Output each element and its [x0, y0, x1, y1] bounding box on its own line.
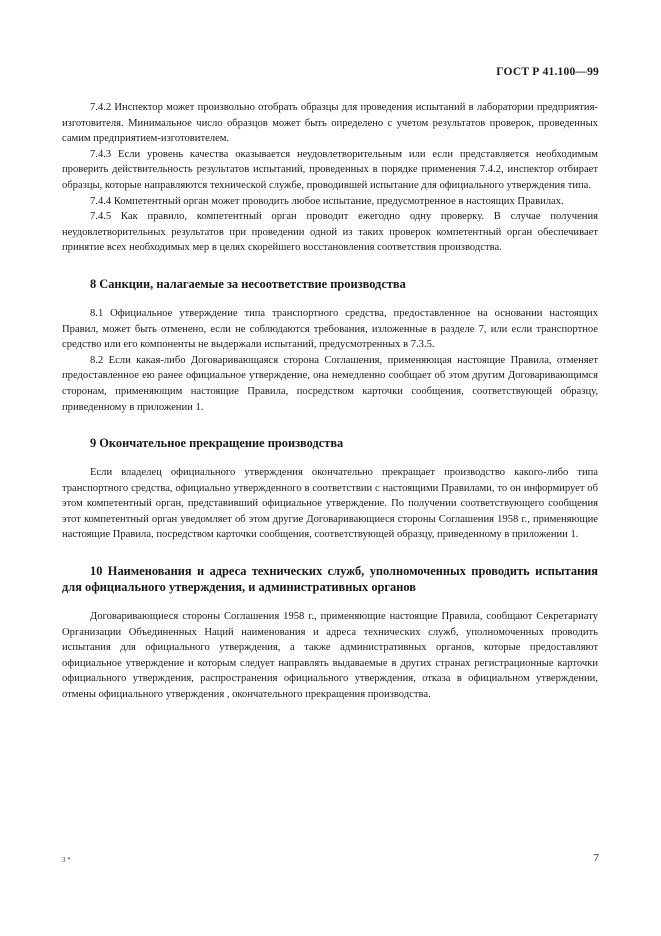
section-9-heading: 9 Окончательное прекращение производства — [90, 436, 344, 451]
document-body — [62, 100, 598, 703]
section-8-heading: 8 Санкции, налагаемые за несоответствие производства — [90, 276, 406, 291]
document-code: ГОСТ Р 41.100—99 — [496, 66, 599, 78]
paragraph-7-4-2: 7.4.2 Инспектор может произвольно отобрать образцы для проведения испытаний в лаборатории предприятия-изготовителя. Минимальное число образцов может быть определено с учетом результатов проверок, проведенных самим предприятием-изготовителем. — [62, 102, 598, 145]
paragraph-7-4-3: 7.4.3 Если уровень качества оказывается неудовлетворительным или если представляется необходимым проверить действительность результатов испытаний, проведенных в порядке применения 7.4.2, инспектор отбирает образцы, которые направляются технической службе, проводившей испытание для официального утверждения типа. — [62, 148, 598, 191]
paragraph-8-2: 8.2 Если какая-либо Договаривающаяся сторона Соглашения, применяющая настоящие Правила, отменяет предоставленное ею ранее официальное утверждение, она немедленно сообщает об этом другим Договаривающимся сторонам, применяющим настоящие Правила, посредством карточки сообщения, соответствующей образцу, приведенному в приложении 1. — [62, 354, 598, 413]
paragraph-7-4-5: 7.4.5 Как правило, компетентный орган проводит ежегодно одну проверку. В случае получения неудовлетворительных результатов при проведении одной из таких проверок компетентный орган обеспечивает принятие всех необходимых мер в целях скорейшего восстановления соответствия производства. — [62, 211, 598, 254]
page-number: 7 — [593, 852, 599, 864]
paragraph-9-body: Если владелец официального утверждения окончательно прекращает производство какого-либо типа транспортного средства, официально утвержденного в соответствии с настоящими Правилами, то он информирует об этом компетентный орган, представивший официальное утверждение. По получении соответствующего сообщения этот компетентный орган уведомляет об этом другие Договаривающиеся стороны Соглашения 1958 г., применяющие настоящие Правила, посредством карточки сообщения, соответствующей образцу, приведенному в приложении 1. — [62, 467, 598, 541]
footer-mark: 3 * — [62, 856, 71, 864]
section-10-heading: 10 Наименования и адреса технических служб, уполномоченных проводить испытания для официального утверждения, и административных органов — [62, 564, 598, 595]
paragraph-10-body: Договаривающиеся стороны Соглашения 1958 г., применяющие настоящие Правила, сообщают Секретариату Организации Объединенных Наций наименования и адреса технических служб, уполномоченных проводить испытания для официального утверждения, а также административных органов, которые предоставляют официальное утверждение и которым следует направлять выдаваемые в других странах регистрационные карточки официального утверждения, распространения официального утверждения, отказа в официальном утверждении, отмены официального утверждения , окончательного прекращения производства. — [62, 611, 598, 701]
paragraph-8-1: 8.1 Официальное утверждение типа транспортного средства, предоставленное на основании настоящих Правил, может быть отменено, если не соблюдаются требования, изложенные в разделе 7, или если транспортное средство или его компоненты не выдержали испытаний, предусмотренных в 7.3.5. — [62, 307, 598, 351]
paragraph-7-4-4: 7.4.4 Компетентный орган может проводить любое испытание, предусмотренное в настоящих Правилах. — [90, 195, 564, 207]
